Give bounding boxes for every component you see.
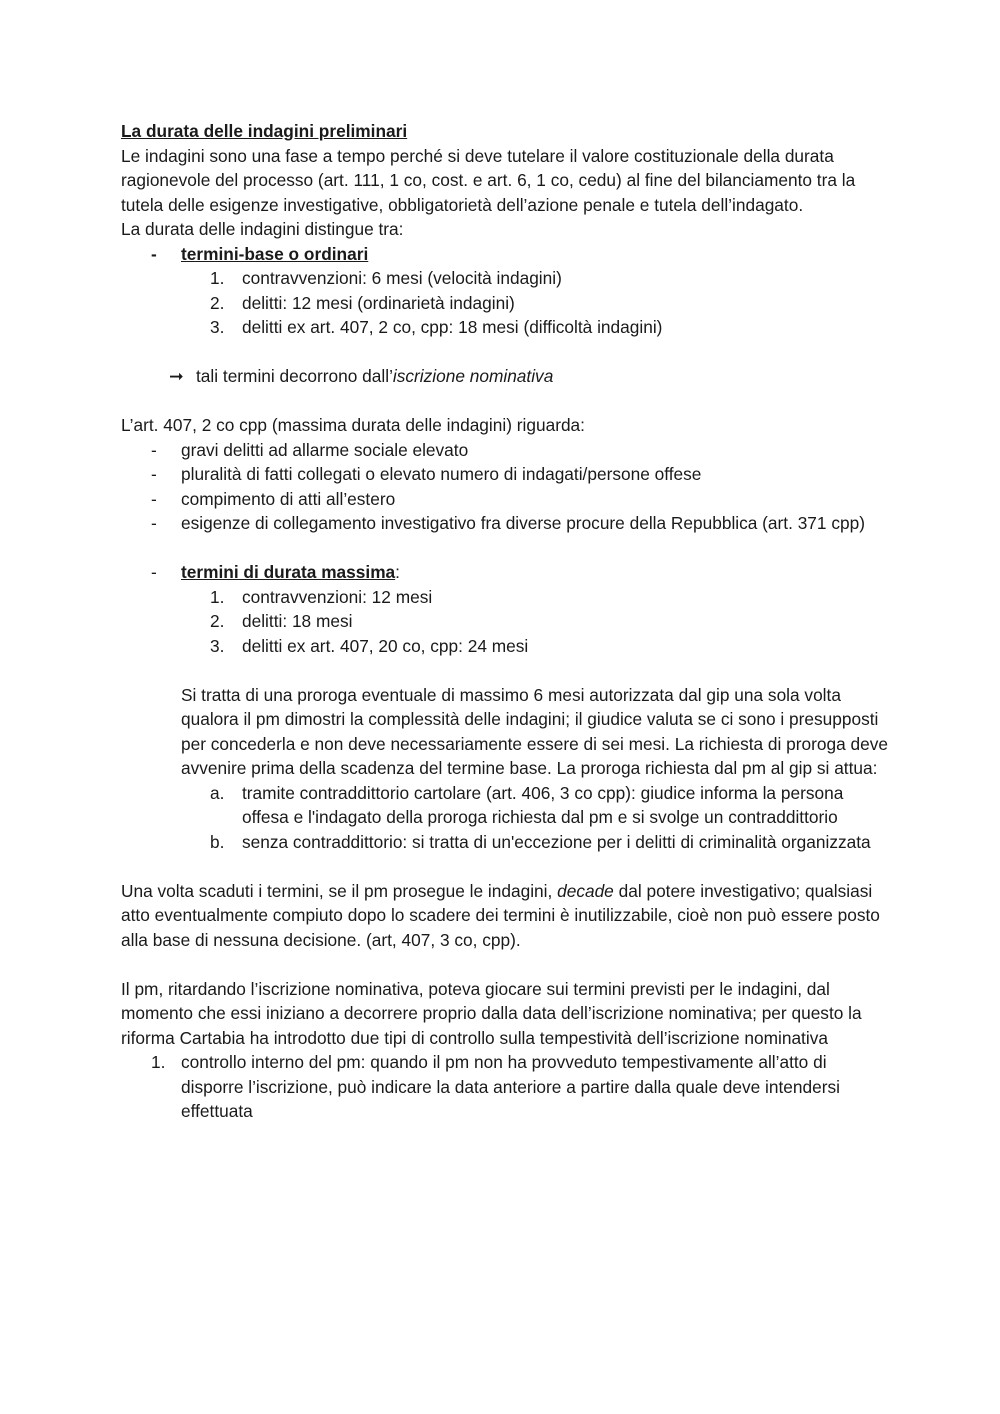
list-marker: a.: [210, 782, 225, 803]
list-marker: 1.: [151, 1052, 166, 1072]
expiry-italic: decade: [557, 880, 614, 901]
list-marker: -: [151, 439, 157, 460]
list-marker: b.: [210, 831, 225, 852]
list-item: [121, 291, 891, 316]
spacer: [121, 952, 891, 977]
art407-intro: L’art. 407, 2 co cpp (massima durata delle indagini) riguarda:: [121, 415, 585, 435]
list-item-text: tramite contraddittorio cartolare (art. 406, 3 co cpp): giudice informa la persona offesa e l'indagato della proroga richiesta dal pm e si svolge un contraddittorio: [242, 782, 844, 827]
expiry-text-after: dal potere investigativo; qualsiasi atto eventualmente compiuto dopo lo scadere dei termini è inutilizzabile, cioè non può essere posto alla base di nessuna decisione. (art, 407, 3 co, cpp).: [121, 880, 880, 950]
list-item-text: controllo interno del pm: quando il pm non ha provveduto tempestivamente all’atto di disporre l’iscrizione, può indicare la data anteriore a partire dalla quale deve intendersi effettuata: [181, 1052, 840, 1121]
document-page: [121, 119, 891, 1124]
list-marker: 3.: [210, 317, 225, 337]
max-terms-label: termini di durata massima: [181, 562, 396, 582]
list-item: [121, 462, 891, 487]
list-item-text: contravvenzioni: 12 mesi: [242, 586, 433, 607]
list-item: [121, 585, 891, 610]
list-item-text: senza contraddittorio: si tratta di un'eccezione per i delitti di criminalità organizzata: [242, 831, 871, 852]
spacer: [121, 854, 891, 879]
spacer: [121, 389, 891, 414]
section-heading: La durata delle indagini preliminari: [121, 121, 408, 141]
list-item-text: delitti ex art. 407, 2 co, cpp: 18 mesi (difficoltà indagini): [242, 317, 663, 337]
list-item: [121, 487, 891, 512]
list-item: [121, 438, 891, 463]
list-item-text: delitti: 12 mesi (ordinarietà indagini): [242, 292, 515, 313]
list-item: [121, 781, 891, 830]
list-item-text: esigenze di collegamento investigativo fra diverse procure della Repubblica (art. 371 cpp): [181, 513, 865, 533]
distinguishes-line: La durata delle indagini distingue tra:: [121, 219, 404, 239]
spacer: [121, 536, 891, 561]
list-item-text: pluralità di fatti collegati o elevato numero di indagati/persone offese: [181, 464, 702, 484]
list-item-text: delitti ex art. 407, 20 co, cpp: 24 mesi: [242, 635, 529, 656]
max-terms-colon: :: [395, 562, 400, 582]
list-marker: 1.: [210, 268, 225, 288]
list-item-text: contravvenzioni: 6 mesi (velocità indagini): [242, 268, 562, 288]
list-marker: 2.: [210, 292, 225, 313]
extension-paragraph: Si tratta di una proroga eventuale di massimo 6 mesi autorizzata dal gip una sola volta qualora il pm dimostri la complessità delle indagini; il giudice valuta se ci sono i presupposti per concederla e non deve necessariamente essere di sei mesi. La richiesta di proroga deve avvenire prima della scadenza del termine base. La proroga richiesta dal pm al gip si attua:: [181, 684, 889, 778]
base-terms-item: [121, 242, 891, 267]
base-terms-label: termini-base o ordinari: [181, 243, 369, 264]
base-terms-list: [121, 266, 891, 340]
list-marker: -: [151, 243, 157, 264]
reform-paragraph: Il pm, ritardando l’iscrizione nominativa, poteva giocare sui termini previsti per le indagini, dal momento che essi iniziano a decorrere proprio dalla data dell’iscrizione nominativa; per questo la riforma Cartabia ha introdotto due tipi di controllo sulla tempestività dell’iscrizione nominativa: [121, 978, 862, 1048]
list-item: [121, 634, 891, 659]
expiry-text-before: Una volta scaduti i termini, se il pm prosegue le indagini,: [121, 880, 558, 901]
arrow-note-text: tali termini decorrono dall’: [196, 366, 393, 386]
max-terms-item: [121, 560, 891, 585]
list-item: [121, 266, 891, 291]
max-terms-list: [121, 585, 891, 659]
expiry-paragraph: [121, 879, 891, 953]
arrow-right-icon: ➞: [169, 366, 184, 386]
spacer: [121, 340, 891, 365]
spacer: [121, 658, 891, 683]
list-marker: -: [151, 562, 157, 582]
art407-list: [121, 438, 891, 536]
list-marker: 3.: [210, 635, 225, 656]
list-marker: -: [151, 488, 157, 509]
list-marker: 1.: [210, 586, 225, 607]
controls-list: [121, 1050, 891, 1124]
list-marker: -: [151, 513, 157, 533]
list-item: [121, 511, 891, 536]
list-item-text: compimento di atti all’estero: [181, 488, 396, 509]
arrow-note: [121, 364, 891, 389]
list-item: [121, 1050, 891, 1124]
list-item: [121, 609, 891, 634]
intro-paragraph: Le indagini sono una fase a tempo perché si deve tutelare il valore costituzionale della durata ragionevole del processo (art. 111, 1 co, cost. e art. 6, 1 co, cedu) al fine del bilanciamento tra la tutela delle esigenze investigative, obbligatorietà dell’azione penale e tutela dell’indagato.: [121, 145, 856, 215]
list-marker: 2.: [210, 611, 225, 631]
list-item-text: gravi delitti ad allarme sociale elevato: [181, 439, 469, 460]
arrow-note-italic: iscrizione nominativa: [392, 366, 554, 386]
list-item-text: delitti: 18 mesi: [242, 611, 353, 631]
extension-list: [121, 781, 891, 855]
list-item: [121, 315, 891, 340]
list-item: [121, 830, 891, 855]
list-marker: -: [151, 464, 157, 484]
